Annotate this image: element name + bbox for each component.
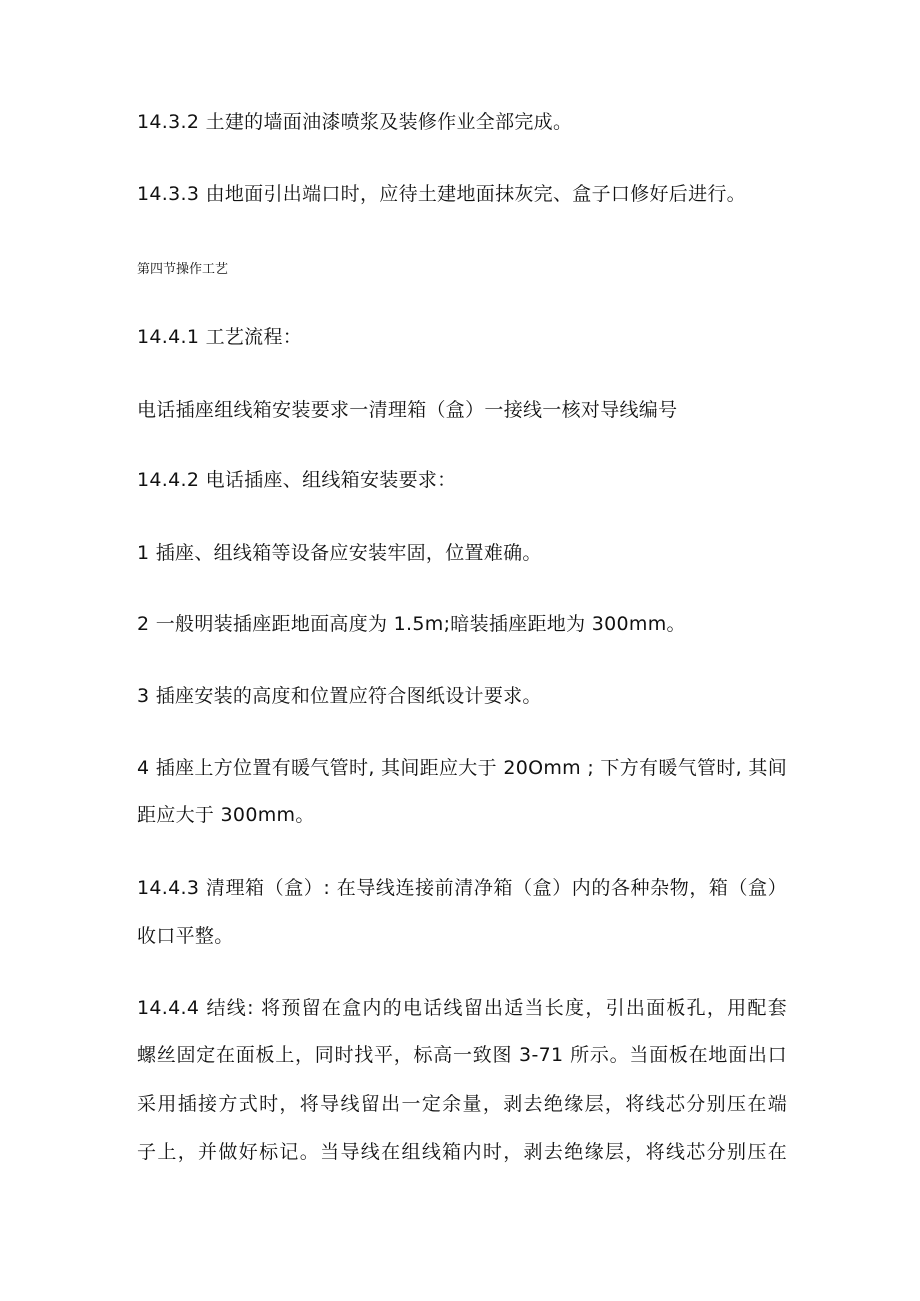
requirement-item-1: 1 插座、组线箱等设备应安装牢固，位置难确。	[137, 542, 542, 564]
paragraph-14-3-2: 14.3.2 土建的墙面油漆喷浆及装修作业全部完成。	[137, 111, 573, 133]
requirement-item-4-line-2: 距应大于 300mm。	[137, 804, 315, 826]
paragraph-14-4-4-line-1: 14.4.4 结线: 将预留在盒内的电话线留出适当长度，引出面板孔，用配套	[137, 997, 787, 1019]
section-heading: 第四节操作工艺	[137, 262, 229, 277]
requirement-item-4-line-1: 4 插座上方位置有暖气管时, 其间距应大于 20Omm ; 下方有暖气管时, 其间	[137, 757, 787, 779]
requirement-item-2: 2 一般明装插座距地面高度为 1.5m;暗装插座距地为 300mm。	[137, 613, 686, 635]
paragraph-14-4-1: 14.4.1 工艺流程：	[137, 326, 303, 348]
process-flow-text: 电话插座组线箱安装要求一清理箱（盒）一接线一核对导线编号	[137, 399, 678, 421]
paragraph-14-4-2: 14.4.2 电话插座、组线箱安装要求：	[137, 469, 457, 491]
paragraph-14-4-3-line-2: 收口平整。	[137, 925, 234, 947]
paragraph-14-4-3-line-1: 14.4.3 清理箱（盒）: 在导线连接前清净箱（盒）内的各种杂物，箱（盒）	[137, 877, 787, 899]
paragraph-14-4-4-line-4: 子上，并做好标记。当导线在组线箱内时，剥去绝缘层，将线芯分别压在	[137, 1141, 787, 1163]
paragraph-14-4-4-line-3: 采用插接方式时，将导线留出一定余量，剥去绝缘层，将线芯分别压在端	[137, 1093, 787, 1115]
requirement-item-3: 3 插座安装的高度和位置应符合图纸设计要求。	[137, 685, 542, 707]
paragraph-14-3-3: 14.3.3 由地面引出端口时，应待土建地面抹灰完、盒子口修好后进行。	[137, 183, 746, 205]
paragraph-14-4-4-line-2: 螺丝固定在面板上，同时找平，标高一致图 3-71 所示。当面板在地面出口	[137, 1044, 787, 1066]
